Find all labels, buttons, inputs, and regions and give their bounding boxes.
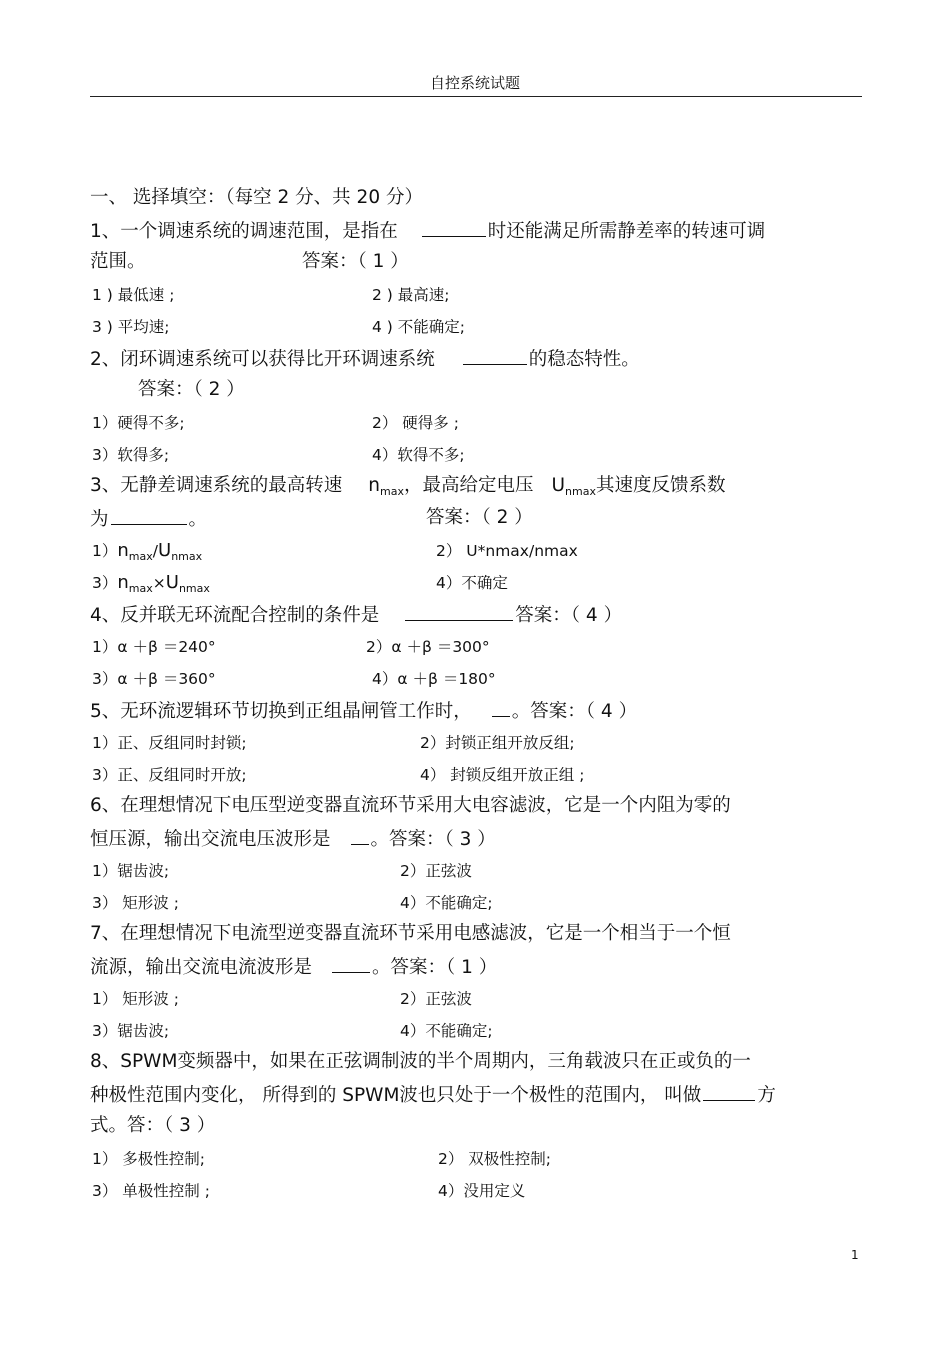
q3-opt1-u: U [158,540,172,561]
q1-option-1: 1 ) 最低速 ; [92,286,175,304]
question-7-line-1: 7、在理想情况下电流型逆变器直流环节采用电感滤波，它是一个相当于一个恒 [90,923,731,944]
question-3-line-2 [90,506,207,532]
q3-opt3-nmax: nmax [178,582,210,595]
q2-option-3: 3）软得多; [92,446,170,464]
question-8-line-2 [90,1082,776,1108]
q7-option-1: 1） 矩形波 ; [92,990,179,1008]
q3-text-line2: 为 [90,509,109,530]
q6-option-2: 2）正弦波 [400,862,472,880]
q3-opt3-prefix: 3） [92,574,118,592]
q1-option-2: 2 ) 最高速; [372,286,450,304]
section-heading: 一、 选择填空：（每空 2 分、共 20 分） [90,187,423,208]
question-8-line-1: 8、SPWM变频器中，如果在正弦调制波的半个周期内，三角载波只在正或负的一 [90,1051,751,1072]
q2-text-post: 的稳态特性。 [528,349,640,370]
q3-option-1 [92,540,202,564]
q7-blank [332,954,370,973]
question-3-line-1 [90,474,726,500]
question-7-line-2 [90,954,497,980]
q5-blank [492,698,510,717]
q3-u-symbol: U [551,475,566,496]
q3-nmax-subscript: nmax [565,485,596,498]
q5-option-1: 1）正、反组同时封锁; [92,734,247,752]
q3-text-c: 其速度反馈系数 [595,475,726,496]
q2-text-pre: 2、闭环调速系统可以获得比开环调速系统 [90,349,435,370]
q4-answer: 答案：（ 4 ） [515,605,623,626]
q8-option-1: 1） 多极性控制; [92,1150,206,1168]
q1-option-4: 4 ) 不能确定; [372,318,465,336]
q7-option-2: 2）正弦波 [400,990,472,1008]
q6-answer: 。答案：（ 3 ） [370,829,496,850]
q3-option-2: 2） U*nmax/nmax [436,542,578,560]
q3-opt3-sep: × [152,574,166,592]
q1-option-3: 3 ) 平均速; [92,318,170,336]
question-3-answer: 答案：（ 2 ） [426,507,533,528]
q3-option-4: 4）不确定 [436,574,508,592]
question-6-line-1: 6、在理想情况下电压型逆变器直流环节采用大电容滤波，它是一个内阻为零的 [90,795,731,816]
q3-max-subscript: max [380,485,404,498]
q6-text-line2: 恒压源，输出交流电压波形是 [90,829,331,850]
q8-option-3: 3） 单极性控制 ; [92,1182,210,1200]
q4-blank [405,602,513,621]
q6-option-1: 1）锯齿波; [92,862,170,880]
q5-option-4: 4） 封锁反组开放正组 ; [420,766,585,784]
q3-opt1-max: max [128,550,153,563]
q8-text-line2-end: 方 [757,1085,776,1106]
question-5-line-1 [90,698,637,724]
q7-option-4: 4）不能确定; [400,1022,493,1040]
q1-blank [422,218,486,237]
q3-n-symbol: n [368,475,381,496]
q3-text-a: 3、无静差调速系统的最高转速 [90,475,343,496]
q4-option-3: 3）α ＋β ＝360° [92,670,216,688]
q7-answer: 。答案：（ 1 ） [372,957,498,978]
q5-text: 5、无环流逻辑环节切换到正组晶闸管工作时， [90,701,472,722]
q3-opt3-max: max [128,582,153,595]
q3-opt3-u: U [165,572,179,593]
q4-option-2: 2）α ＋β ＝300° [366,638,490,656]
q8-option-4: 4）没用定义 [438,1182,526,1200]
q4-option-1: 1）α ＋β ＝240° [92,638,216,656]
q4-text: 4、反并联无环流配合控制的条件是 [90,605,380,626]
q4-option-4: 4）α ＋β ＝180° [372,670,496,688]
header-divider [90,96,862,97]
q7-option-3: 3）锯齿波; [92,1022,170,1040]
q3-opt3-n: n [117,572,129,593]
page-number: 1 [851,1248,859,1262]
question-8-line-3: 式。答：（ 3 ） [90,1115,216,1136]
q8-blank [703,1082,755,1101]
q2-option-2: 2） 硬得多 ; [372,414,459,432]
question-2-line-1 [90,346,640,372]
q3-option-3 [92,572,210,596]
q3-opt1-sep: / [152,542,158,560]
q5-option-3: 3）正、反组同时开放; [92,766,247,784]
q6-option-4: 4）不能确定; [400,894,493,912]
q3-text-line2-end: 。 [188,509,208,530]
q2-blank [463,346,527,365]
question-6-line-2 [90,826,496,852]
q2-option-4: 4）软得不多; [372,446,465,464]
question-1-line-2: 范围。 [90,251,146,272]
q8-text-line2: 种极性范围内变化， 所得到的 SPWM波也只处于一个极性的范围内， 叫做 [90,1085,702,1106]
q2-option-1: 1）硬得不多; [92,414,185,432]
q3-opt1-n: n [117,540,129,561]
q3-opt1-prefix: 1） [92,542,118,560]
q1-text-pre: 1、一个调速系统的调速范围，是指在 [90,221,398,242]
q3-text-b: ，最高给定电压 [403,475,534,496]
question-1-answer: 答案：（ 1 ） [302,251,409,272]
question-1-line-1 [90,218,765,244]
page-header-title: 自控系统试题 [429,74,520,92]
q8-option-2: 2） 双极性控制; [438,1150,552,1168]
q3-opt1-nmax: nmax [171,550,203,563]
q3-blank [111,506,187,525]
question-4-line-1 [90,602,622,628]
q7-text-line2: 流源，输出交流电流波形是 [90,957,313,978]
q5-option-2: 2）封锁正组开放反组; [420,734,575,752]
q5-answer: 。答案：（ 4 ） [511,701,638,722]
question-2-answer: 答案：（ 2 ） [138,379,245,400]
q6-option-3: 3） 矩形波 ; [92,894,179,912]
q1-text-post: 时还能满足所需静差率的转速可调 [487,221,766,242]
q6-blank [351,826,369,845]
